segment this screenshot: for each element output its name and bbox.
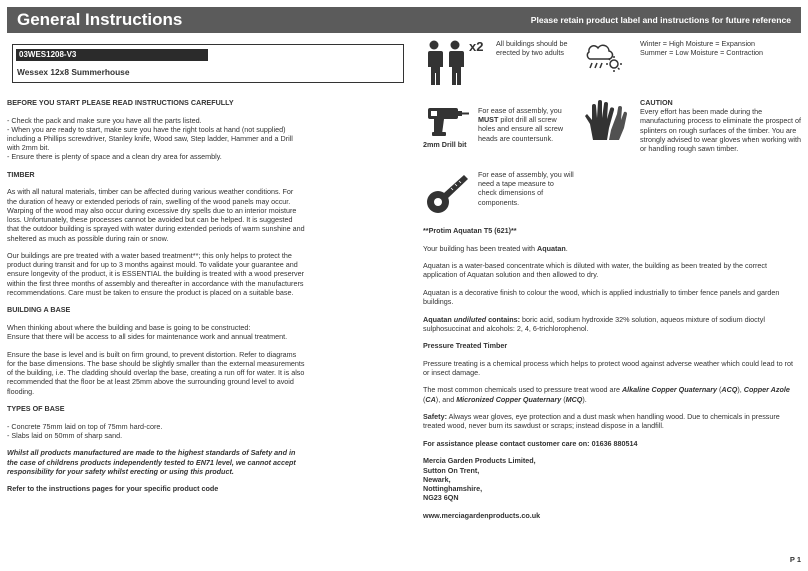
pressure-treated-heading: Pressure Treated Timber xyxy=(423,341,508,351)
left-column xyxy=(7,98,305,502)
tape-text: For ease of assembly, you will need a tape measure to check dimensions of components. xyxy=(478,170,574,207)
two-people-icon xyxy=(424,40,468,86)
header-notice: Please retain product label and instructions for future reference xyxy=(530,14,791,25)
assistance-line: For assistance please contact customer care on: 01636 880514 xyxy=(423,438,638,448)
refer-note: Refer to the instructions pages for your specific product code xyxy=(7,484,219,494)
timber-paragraph-1: As with all natural materials, timber can be affected during various weather conditions. For the duration of heavy or extended periods of rain, swelling of the wood panels may occur. Warping of the wood may also occur during excessive dry spells due to an interior moisture loss. Unfortunately, these processes cannot be avoided but can be helped. It is suggested that the outdoor building is sprayed with water during extended periods of warm sunshine and sheltered as much as possible during rain or snow. xyxy=(7,187,305,243)
gloves-icon xyxy=(583,98,631,142)
base-paragraph-2: Ensure the base is level and is built on firm ground, to prevent distortion. Refer to diagrams for the base dimensions. The base should be slightly smaller than the external measurements of the building, i.e. The cladding should overlap the base, creating a run off for water. It is also recommended that the floor be at least 25mm above the surrounding ground level to avoid flooding. xyxy=(7,349,305,396)
aquatan-paragraph-1: Aquatan is a water-based concentrate which is diluted with water, the building as been treated by the correct application of Aquatan solution and then allowed to dry. xyxy=(423,261,768,280)
drill-text: For ease of assembly, you MUST pilot drill all screw holes and ensure all screw heads are countersunk. xyxy=(478,106,564,143)
weather-text: Winter = High Moisture = Expansion Summer = Low Moisture = Contraction xyxy=(640,39,764,58)
header-bar xyxy=(7,7,801,33)
aquatan-paragraph-2: Aquatan is a decorative finish to colour the wood, which is applied industrially to timber fence panels and garden buildings. xyxy=(423,287,780,306)
website-link[interactable]: www.merciagardenproducts.co.uk xyxy=(423,510,541,520)
tape-measure-icon xyxy=(424,170,470,216)
people-text: All buildings should be erected by two adults xyxy=(496,39,568,58)
page-title: General Instructions xyxy=(17,10,183,30)
product-code: 03WES1208-V3 xyxy=(16,49,208,61)
people-count: x2 xyxy=(469,39,484,54)
right-column xyxy=(423,226,801,528)
caution-heading: CAUTION xyxy=(640,98,673,107)
pressure-treated-paragraph-1: Pressure treating is a chemical process which helps to protect wood against adverse weather which could lead to rot or insect damage. xyxy=(423,358,793,377)
page-number: P 1 xyxy=(789,555,801,565)
types-body: - Concrete 75mm laid on top of 75mm hard-core. - Slabs laid on 50mm of sharp sand. xyxy=(7,421,163,440)
base-paragraph-1: When thinking about where the building and base is going to be constructed: Ensure that there will be access to all sides for maintenance work and annual treatment. xyxy=(7,322,288,342)
protim-heading: **Protim Aquatan T5 (621)** xyxy=(423,226,517,235)
pressure-treated-paragraph-2: The most common chemicals used to pressure treat wood are Alkaline Copper Quaternary (ACQ), Copper Azole (CA), and Micronized Copper Quaternary (MCQ). xyxy=(423,385,790,404)
drill-icon xyxy=(424,104,470,138)
aquatan-contains: Aquatan undiluted contains: boric acid, sodium hydroxide 32% solution, aqueos mixture of sodium dioctyl sulphosuccinat and alcohols: 2, 4, 6-trichlorophenol. xyxy=(423,314,765,333)
safety-statement: Whilst all products manufactured are made to the highest standards of Safety and in the case of childrens products independently tested to EN71 level, we cannot accept responsibility for your safety whilst erecting or using this product. xyxy=(7,448,296,476)
treated-with: Your building has been treated with Aquatan. xyxy=(423,243,568,253)
caution-block xyxy=(640,98,805,153)
timber-paragraph-2: Our buildings are pre treated with a water based treatment**; this only helps to protect the product during transit and for up to 3 months against mould. To validate your guarantee and ensure longevity of the product, it is ESSENTIAL the building is treated with a wood preserver within the first three months of assembly and thereafter in accordance with the manufacturers recommendations. Care must be taken to ensure the product is placed on a suitable base. xyxy=(7,251,304,297)
base-heading: BUILDING A BASE xyxy=(7,305,71,315)
product-label-box xyxy=(12,44,404,83)
caution-text: Every effort has been made during the manufacturing process to eliminate the prospect of splinters on rough surfaces of the timber. You are strongly advised to wear gloves when working with or handling rough sawn timber. xyxy=(640,107,802,154)
weather-icon xyxy=(583,38,623,76)
timber-heading: TIMBER xyxy=(7,169,35,179)
safety-paragraph: Safety: Always wear gloves, eye protection and a dust mask when handling wood. Due to chemicals in pressure treated wood, never burn its sawdust or scraps; instead dispose in a landfill. xyxy=(423,412,780,431)
product-name: Wessex 12x8 Summerhouse xyxy=(17,67,130,77)
types-heading: TYPES OF BASE xyxy=(7,404,65,414)
before-heading: BEFORE YOU START PLEASE READ INSTRUCTIONS CAREFULLY xyxy=(7,98,234,107)
company-address: Mercia Garden Products Limited, Sutton On Trent, Newark, Nottinghamshire, NG23 6QN xyxy=(423,456,536,503)
drill-label: 2mm Drill bit xyxy=(423,140,467,149)
before-body: - Check the pack and make sure you have all the parts listed. - When you are ready to start, make sure you have the right tools at hand (not supplied) including a Phillips screwdriver, Stanley knife, Wood saw, Step ladder, Hammer and a Drill with 2mm bit. - Ensure there is plenty of space and a clean dry area for assembly. xyxy=(7,115,293,162)
